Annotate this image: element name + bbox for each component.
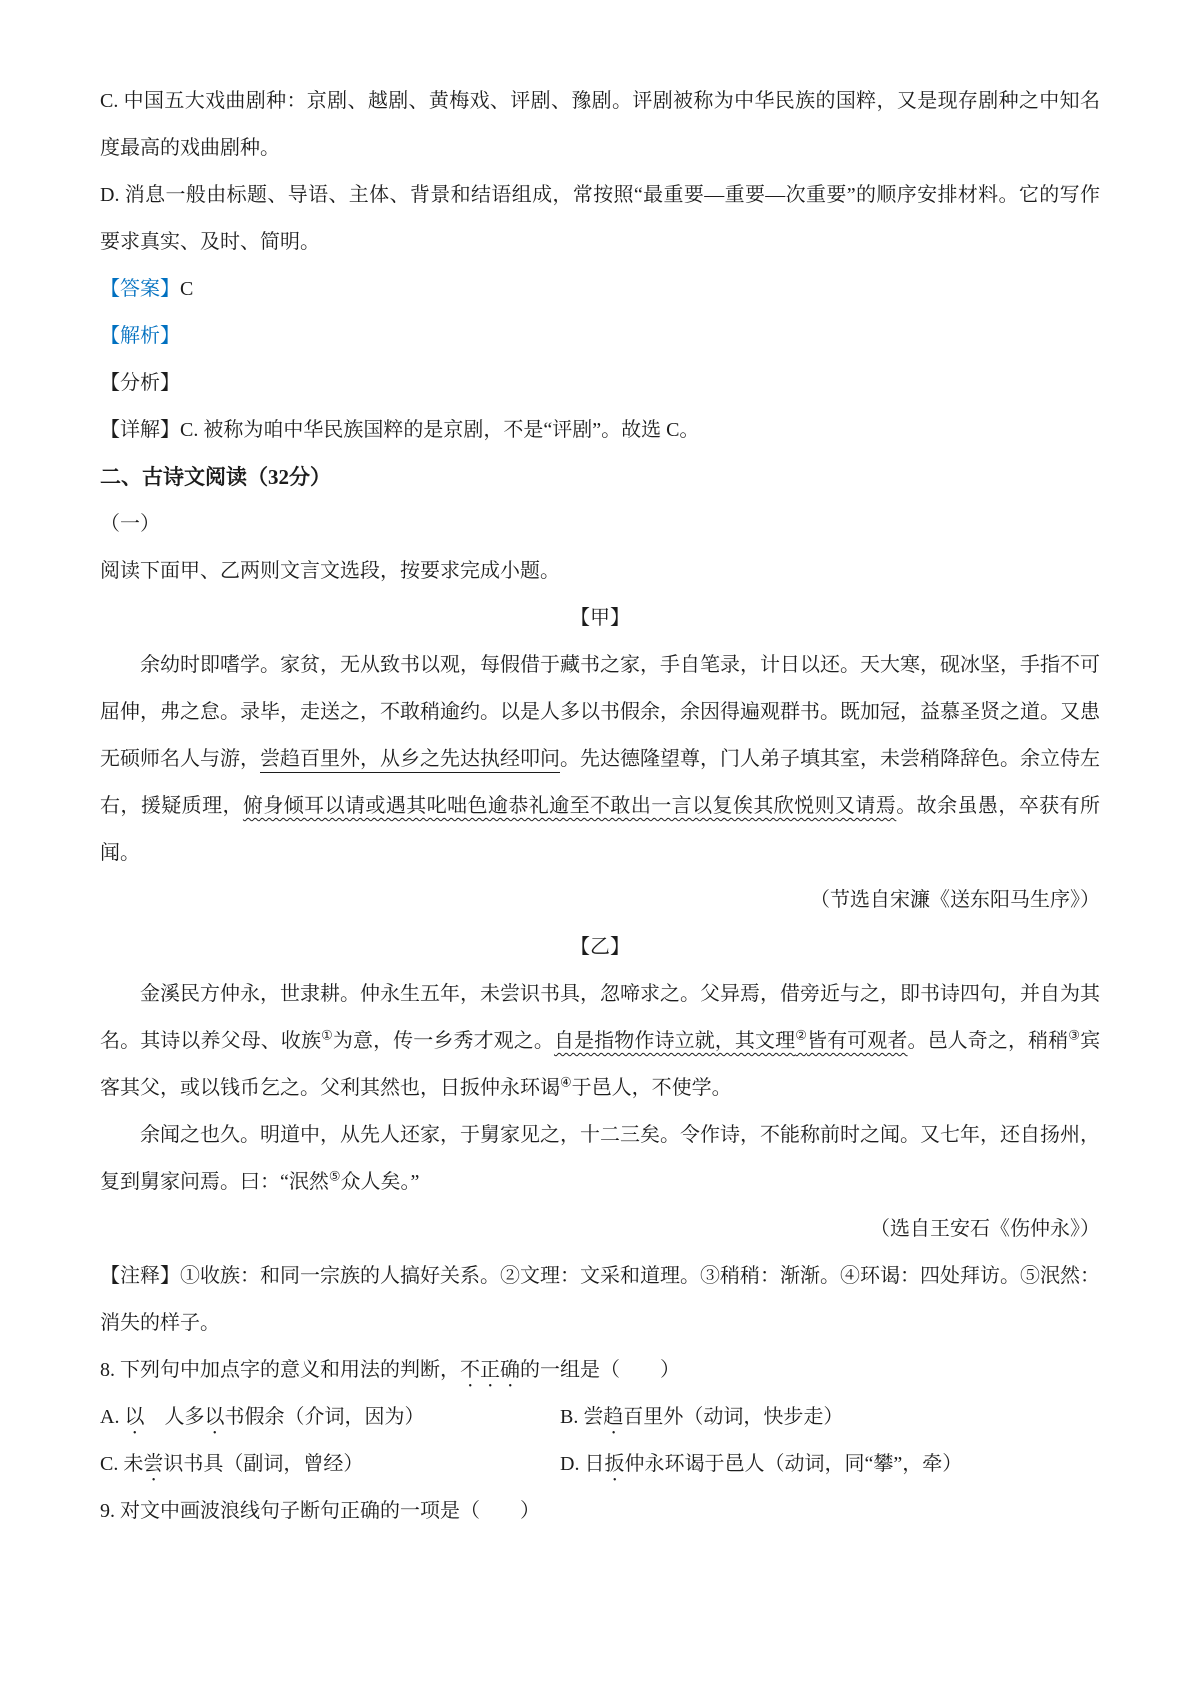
fenxi-line <box>100 360 1100 407</box>
q8-d-pre: D. 日 <box>560 1453 605 1475</box>
analysis-line <box>100 313 1100 360</box>
answer-line <box>100 266 1100 313</box>
question-8-options-row-2 <box>100 1441 1100 1488</box>
section-title-text: 二、古诗文阅读（32分） <box>100 465 331 489</box>
xiangjie-text: 【详解】C. 被称为咱中华民族国粹的是京剧，不是“评剧”。故选 C。 <box>100 419 700 441</box>
q8-d-post: 仲永环谒于邑人（动词，同“攀”，牵） <box>624 1453 963 1475</box>
yi-wavy-sentence <box>553 1027 908 1052</box>
yi-p2-seg2: 众人矣。” <box>340 1171 420 1193</box>
yi-p1-seg2: 为意，传一乡秀才观之。 <box>332 1030 554 1052</box>
prev-question-option-c <box>100 78 1100 172</box>
jia-wavy-sentence: 俯身倾耳以请或遇其叱咄色逾恭礼逾至不敢出一言以复俟其欣悦则又请焉 <box>242 795 897 817</box>
yi-wavy-b: 皆有可观者 <box>806 1030 908 1052</box>
reading-intro-text: 阅读下面甲、乙两则文言文选段，按要求完成小题。 <box>100 560 560 582</box>
yi-p1-seg1: 金溪民方仲永，世隶耕。仲永生五年，未尝识书具，忽啼求之。父异焉，借旁近与之，即书诗四句，并自为其名。其诗以养父母、收族 <box>100 983 1100 1052</box>
jia-source-text: （节选自宋濂《送东阳马生序》） <box>810 889 1100 911</box>
passage-jia-text <box>100 642 1100 877</box>
notes-text: 【注释】①收族：和同一宗族的人搞好关系。②文理：文采和道理。③稍稍：渐渐。④环谒：四处拜访。⑤泯然：消失的样子。 <box>100 1265 1100 1334</box>
passage-jia-source <box>100 877 1100 924</box>
question-9-stem <box>100 1488 1100 1535</box>
option-d-text: D. 消息一般由标题、导语、主体、背景和结语组成，常按照“最重要—重要—次重要”的顺序安排材料。它的写作要求真实、及时、简明。 <box>100 184 1100 253</box>
question-8-options-row-1 <box>100 1394 1100 1441</box>
answer-value: C <box>180 278 194 300</box>
yi-label-text: 【乙】 <box>570 936 630 958</box>
q8-stem-emphasized: 不正确 <box>460 1359 520 1381</box>
reading-intro <box>100 548 1100 595</box>
q8-c-post: 识书具（副词，曾经） <box>163 1453 364 1475</box>
yi-p1-seg5: 于邑人，不使学。 <box>571 1077 732 1099</box>
section-part-label <box>100 501 1100 548</box>
jia-label-text: 【甲】 <box>570 607 630 629</box>
q8-option-a <box>100 1394 560 1441</box>
yi-wavy-a: 自是指物作诗立就，其文理 <box>553 1030 796 1052</box>
fenxi-label: 【分析】 <box>100 372 180 394</box>
jia-seg3: 。先达德隆望尊，门人弟子填其室，未尝稍降辞色。余立侍左右，援疑质理， <box>100 748 1100 817</box>
q8-a-mid: 人多 <box>144 1406 205 1428</box>
q9-stem-text: 9. 对文中画波浪线句子断句正确的一项是（ ） <box>100 1500 540 1522</box>
option-c-text: C. 中国五大戏曲剧种：京剧、越剧、黄梅戏、评剧、豫剧。评剧被称为中华民族的国粹，又是现存剧种之中知名度最高的戏曲剧种。 <box>100 90 1100 159</box>
q8-a-post: 书假余（介词，因为） <box>224 1406 425 1428</box>
q8-a-dotted-char: 以 <box>124 1406 145 1428</box>
passage-yi-source <box>100 1206 1100 1253</box>
jiexi-label: 【解析】 <box>100 325 180 347</box>
yi-source-text: （选自王安石《伤仲永》） <box>870 1218 1100 1240</box>
yi-p1-seg4: 宾客其父，或以钱币乞之。父利其然也，日扳仲永环谒 <box>100 1030 1101 1099</box>
part-label-text: （一） <box>100 513 160 535</box>
note-ref-4: ④ <box>560 1074 572 1090</box>
q8-option-d <box>560 1441 1100 1488</box>
passage-yi-paragraph-1 <box>100 971 1100 1112</box>
note-ref-1: ① <box>321 1027 333 1043</box>
jia-underlined-sentence: 尝趋百里外，从乡之先达执经叩问 <box>260 748 560 770</box>
yi-p2-seg1: 余闻之也久。明道中，从先人还家，于舅家见之，十二三矣。令作诗，不能称前时之闻。又七年，还自扬州，复到舅家问焉。曰：“泯然 <box>100 1124 1100 1193</box>
notes-block <box>100 1253 1100 1347</box>
q8-a-dotted-char-2: 以 <box>204 1406 225 1428</box>
answer-label: 【答案】 <box>100 278 180 300</box>
q8-b-post: 百里外（动词，快步走） <box>623 1406 844 1428</box>
section-title <box>100 454 1100 501</box>
note-ref-2: ② <box>795 1027 807 1043</box>
q8-option-c <box>100 1441 560 1488</box>
passage-jia-label <box>100 595 1100 642</box>
q8-c-dotted-char: 尝 <box>143 1453 164 1475</box>
yi-p1-seg3: 。邑人奇之，稍稍 <box>907 1030 1069 1052</box>
q8-stem-pre: 8. 下列句中加点字的意义和用法的判断， <box>100 1359 460 1381</box>
q8-option-b <box>560 1394 1100 1441</box>
q8-b-pre: B. 尝 <box>560 1406 604 1428</box>
jia-seg1: 余幼时即嗜学。家贫，无从致书以观，每假借于藏书之家，手自笔录，计日以还。天大寒，砚冰坚，手指不可屈伸，弗之怠。录毕，走送之，不敢稍逾约。以是人多以书假余，余因得遍观群书。既加冠，益慕圣贤之道。又患无硕师名人与游， <box>100 654 1100 770</box>
passage-yi-label <box>100 924 1100 971</box>
q8-d-dotted-char: 扳 <box>604 1453 625 1475</box>
q8-c-pre: C. 未 <box>100 1453 144 1475</box>
passage-yi-paragraph-2 <box>100 1112 1100 1206</box>
q8-a-pre: A. <box>100 1406 125 1428</box>
xiangjie-line <box>100 407 1100 454</box>
note-ref-5: ⑤ <box>328 1168 341 1184</box>
q8-b-dotted-char: 趋 <box>603 1406 624 1428</box>
note-ref-3: ③ <box>1068 1027 1081 1043</box>
q8-stem-post: 的一组是（ ） <box>520 1359 680 1381</box>
prev-question-option-d <box>100 172 1100 266</box>
jia-seg5: 。故余虽愚，卒获有所闻。 <box>100 795 1101 864</box>
question-8-stem <box>100 1347 1100 1394</box>
